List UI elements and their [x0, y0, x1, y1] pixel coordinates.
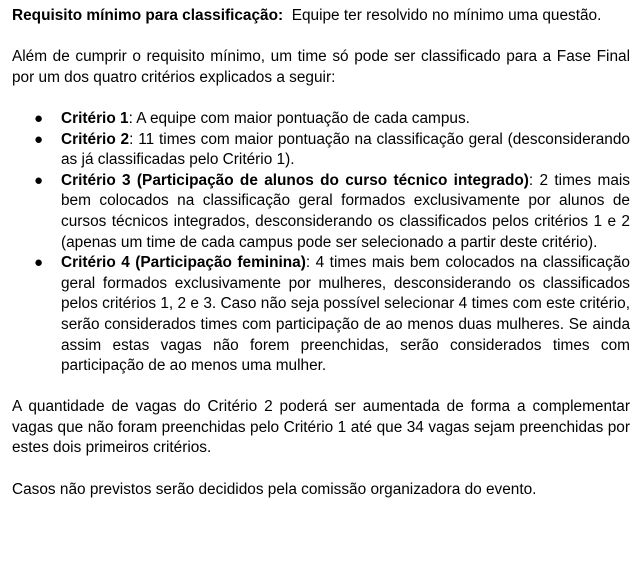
criterio-4-text: : 4 times mais bem colocados na classificação geral formados exclusivamente por mulheres, desconsiderando os classificados pelos critérios 1, 2 e 3. Caso não seja possível selecionar 4 times com este critério, serão considerados times com participação de ao menos duas mulheres. Se ainda assim estas vagas não forem preenchidas, serão considerados times com participação de ao menos uma mulher.: [61, 254, 630, 375]
paragraph-spacer: [12, 459, 630, 480]
paragraph-spacer: [12, 88, 630, 109]
criterio-3-label: Critério 3 (Participação de alunos do curso técnico integrado): [61, 171, 529, 189]
intro-paragraph: Além de cumprir o requisito mínimo, um time só pode ser classificado para a Fase Final por um dos quatro critérios explicados a seguir:: [12, 48, 630, 86]
requisito-label: Requisito mínimo para classificação:: [12, 7, 284, 24]
criterio-1-label: Critério 1: [61, 109, 129, 127]
requisito-paragraph: [12, 6, 630, 27]
criterio-3-item: [34, 171, 630, 253]
paragraph-spacer: [12, 377, 630, 398]
bullet-icon: ●: [34, 130, 44, 148]
criterio-1-text: : A equipe com maior pontuação de cada campus.: [128, 109, 470, 127]
criterio-2-label: Critério 2: [61, 130, 130, 148]
criterio-1-item: [34, 109, 630, 130]
paragraph-spacer: [12, 27, 630, 48]
bullet-icon: ●: [34, 109, 44, 127]
criterio-2-text: : 11 times com maior pontuação na classificação geral (desconsiderando as já classificadas pelo Critério 1).: [61, 130, 630, 169]
casos-paragraph: Casos não previstos serão decididos pela comissão organizadora do evento.: [12, 480, 537, 498]
requisito-text: Equipe ter resolvido no mínimo uma questão.: [283, 7, 602, 24]
criteria-list: [12, 109, 630, 377]
bullet-icon: ●: [34, 254, 44, 272]
criterio-4-item: [34, 253, 630, 377]
bullet-icon: ●: [34, 171, 44, 189]
criterio-2-item: [34, 130, 630, 171]
criterio-4-label: Critério 4 (Participação feminina): [61, 254, 306, 272]
vagas-paragraph: A quantidade de vagas do Critério 2 poderá ser aumentada de forma a complementar vagas que não foram preenchidas pelo Critério 1 até que 34 vagas sejam preenchidas por estes dois primeiros critérios.: [12, 398, 630, 457]
criterio-3-text: : 2 times mais bem colocados na classificação geral formados exclusivamente por alunos de cursos técnicos integrados, desconsiderando os classificados pelos critérios 1 e 2 (apenas um time de cada campus pode ser selecionado a partir deste critério).: [61, 171, 630, 251]
